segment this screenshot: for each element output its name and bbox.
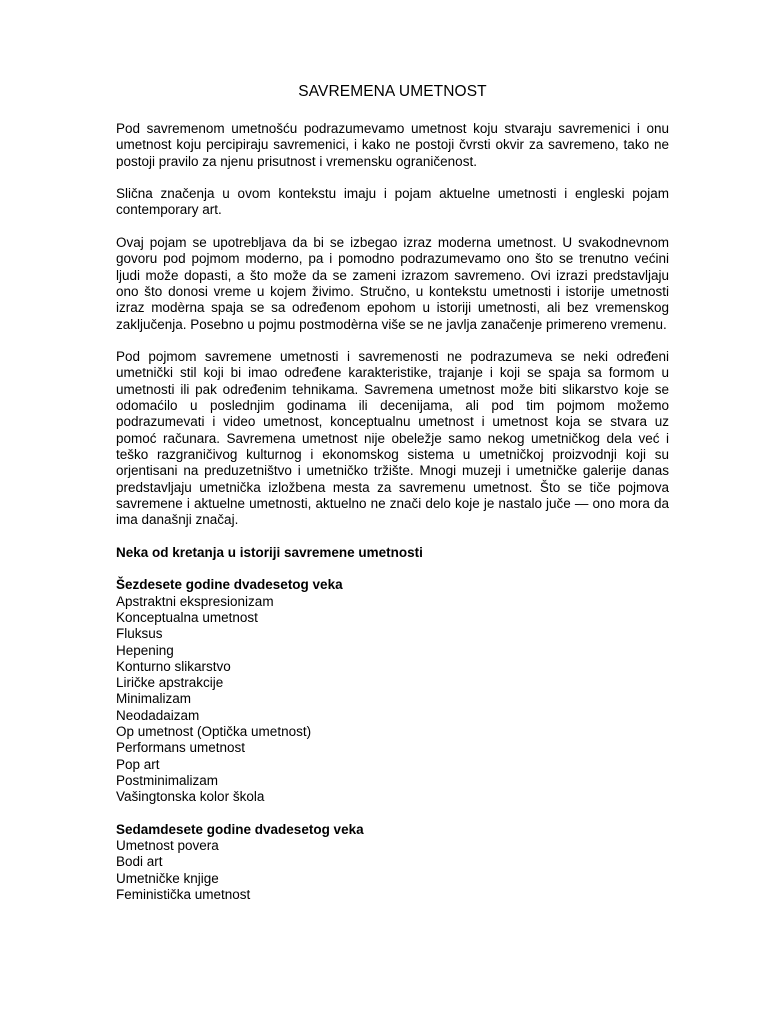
- seventies-heading: Sedamdesete godine dvadesetog veka: [116, 821, 364, 837]
- list-item: Umetnost povera: [116, 838, 219, 854]
- paragraph-3: Ovaj pojam se upotrebljava da bi se izbegao izraz moderna umetnost. U svakodnevnom govoru pod pojmom moderno, pa i pomodno podrazumevamo ono što se trenutno većini ljudi može dopasti, a što može da se zameni izrazom savremeno. Ovi izrazi predstavljaju ono što donosi vreme u kojem živimo. Stručno, u kontekstu umetnosti i istorije umetnosti izraz modèrna spaja se sa određenom epohom u istoriji umetnosti, ali bez vremenskog zaključenja. Posebno u pojmu postmodèrna više se ne javlja zanačenje primereno vremenu.: [116, 235, 669, 332]
- list-item: Konceptualna umetnost: [116, 609, 258, 625]
- list-item: Pop art: [116, 756, 160, 772]
- sixties-heading: Šezdesete godine dvadesetog veka: [116, 577, 343, 593]
- list-item: Fluksus: [116, 626, 163, 642]
- paragraph-1: Pod savremenom umetnošću podrazumevamo umetnost koju stvaraju savremenici i onu umetnost koju percipiraju savremenici, i kako ne postoji čvrsti okvir za savremeno, tako ne postoji pravilo za njenu prisutnost i vremensku ograničenost.: [116, 121, 669, 169]
- list-item: Neodadaizam: [116, 707, 200, 723]
- list-item: Umetničke knjige: [116, 870, 219, 886]
- list-item: Apstraktni ekspresionizam: [116, 593, 274, 609]
- list-item: Hepening: [116, 642, 174, 658]
- list-item: Postminimalizam: [116, 772, 219, 788]
- list-item: Op umetnost (Optička umetnost): [116, 723, 312, 739]
- list-item: Performans umetnost: [116, 740, 246, 756]
- seventies-list: [116, 838, 669, 903]
- list-item: Konturno slikarstvo: [116, 658, 231, 674]
- document-title: SAVREMENA UMETNOST: [298, 83, 487, 100]
- list-item: Feministička umetnost: [116, 886, 251, 902]
- list-item: Liričke apstrakcije: [116, 675, 224, 691]
- paragraph-2: Slična značenja u ovom kontekstu imaju i pojam aktuelne umetnosti i engleski pojam contemporary art.: [116, 186, 669, 218]
- list-item: Minimalizam: [116, 691, 192, 707]
- movements-heading: Neka od kretanja u istoriji savremene umetnosti: [116, 544, 423, 560]
- paragraph-4: Pod pojmom savremene umetnosti i savremenosti ne podrazumeva se neki određeni umetnički stil koji bi imao određene karakteristike, trajanje i koji se spaja sa formom u umetnosti ili pak određenim tehnikama. Savremena umetnost može biti slikarstvo koje se odomaćilo u poslednjim godinama ili decenijama, ali pod tim pojmom možemo podrazumevati i video umetnost, konceptualnu umetnost i umetnost koja se stvara uz pomoć računara. Savremena umetnost nije obeležje samo nekog umetničkog dela već i teško razgraničivog kulturnog i ekonomskog sistema u umetničkoj proizvodnji koji su orjentisani na preduzetništvo i umetničko tržište. Mnogi muzeji i umetničke galerije danas predstavljaju umetnička izložbena mesta za savremenu umetnost. Što se tiče pojmova savremene i aktuelne umetnosti, aktuelno ne znači delo koje je nastalo juče — ono mora da ima današnji značaj.: [116, 349, 669, 528]
- document-body: [116, 121, 669, 920]
- list-item: Vašingtonska kolor škola: [116, 789, 265, 805]
- list-item: Bodi art: [116, 854, 163, 870]
- spacer: [116, 561, 669, 577]
- sixties-list: [116, 594, 669, 806]
